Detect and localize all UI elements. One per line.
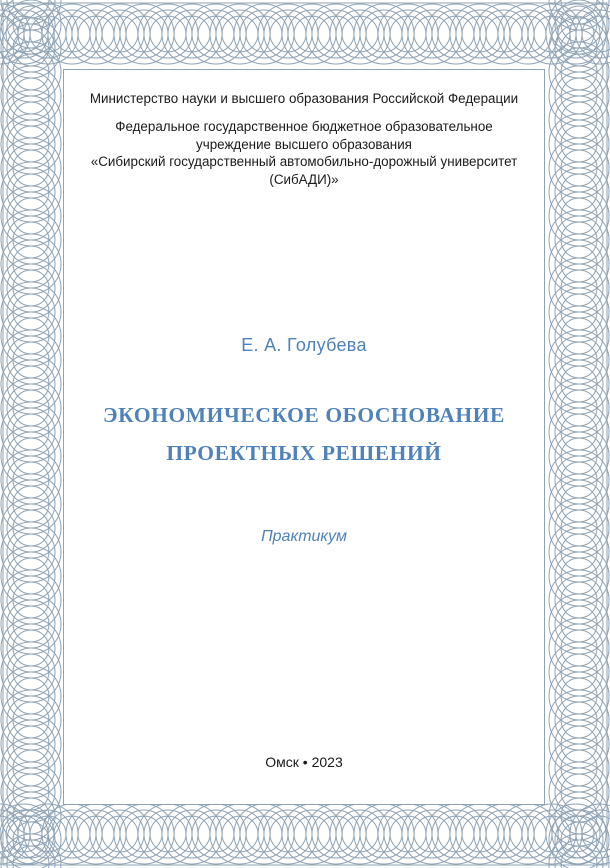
title-line: ЭКОНОМИЧЕСКОЕ ОБОСНОВАНИЕ: [102, 403, 505, 427]
author-name: Е. А. Голубева: [241, 335, 367, 355]
institution-line: (СибАДИ)»: [269, 171, 339, 187]
document-type: Практикум: [261, 528, 347, 545]
institution-line: учреждение высшего образования: [196, 136, 412, 152]
title-page-panel: [63, 69, 545, 805]
title-line: ПРОЕКТНЫХ РЕШЕНИЙ: [166, 441, 442, 465]
institution-line: «Сибирский государственный автомобильно-дорожный университет: [90, 154, 518, 169]
city-year: Омск • 2023: [265, 754, 343, 770]
document-title: [64, 396, 544, 472]
institution-line: Федеральное государственное бюджетное образовательное: [115, 119, 493, 134]
ministry-name: Министерство науки и высшего образования Российской Федерации: [89, 91, 519, 106]
institution-name: [64, 118, 544, 188]
